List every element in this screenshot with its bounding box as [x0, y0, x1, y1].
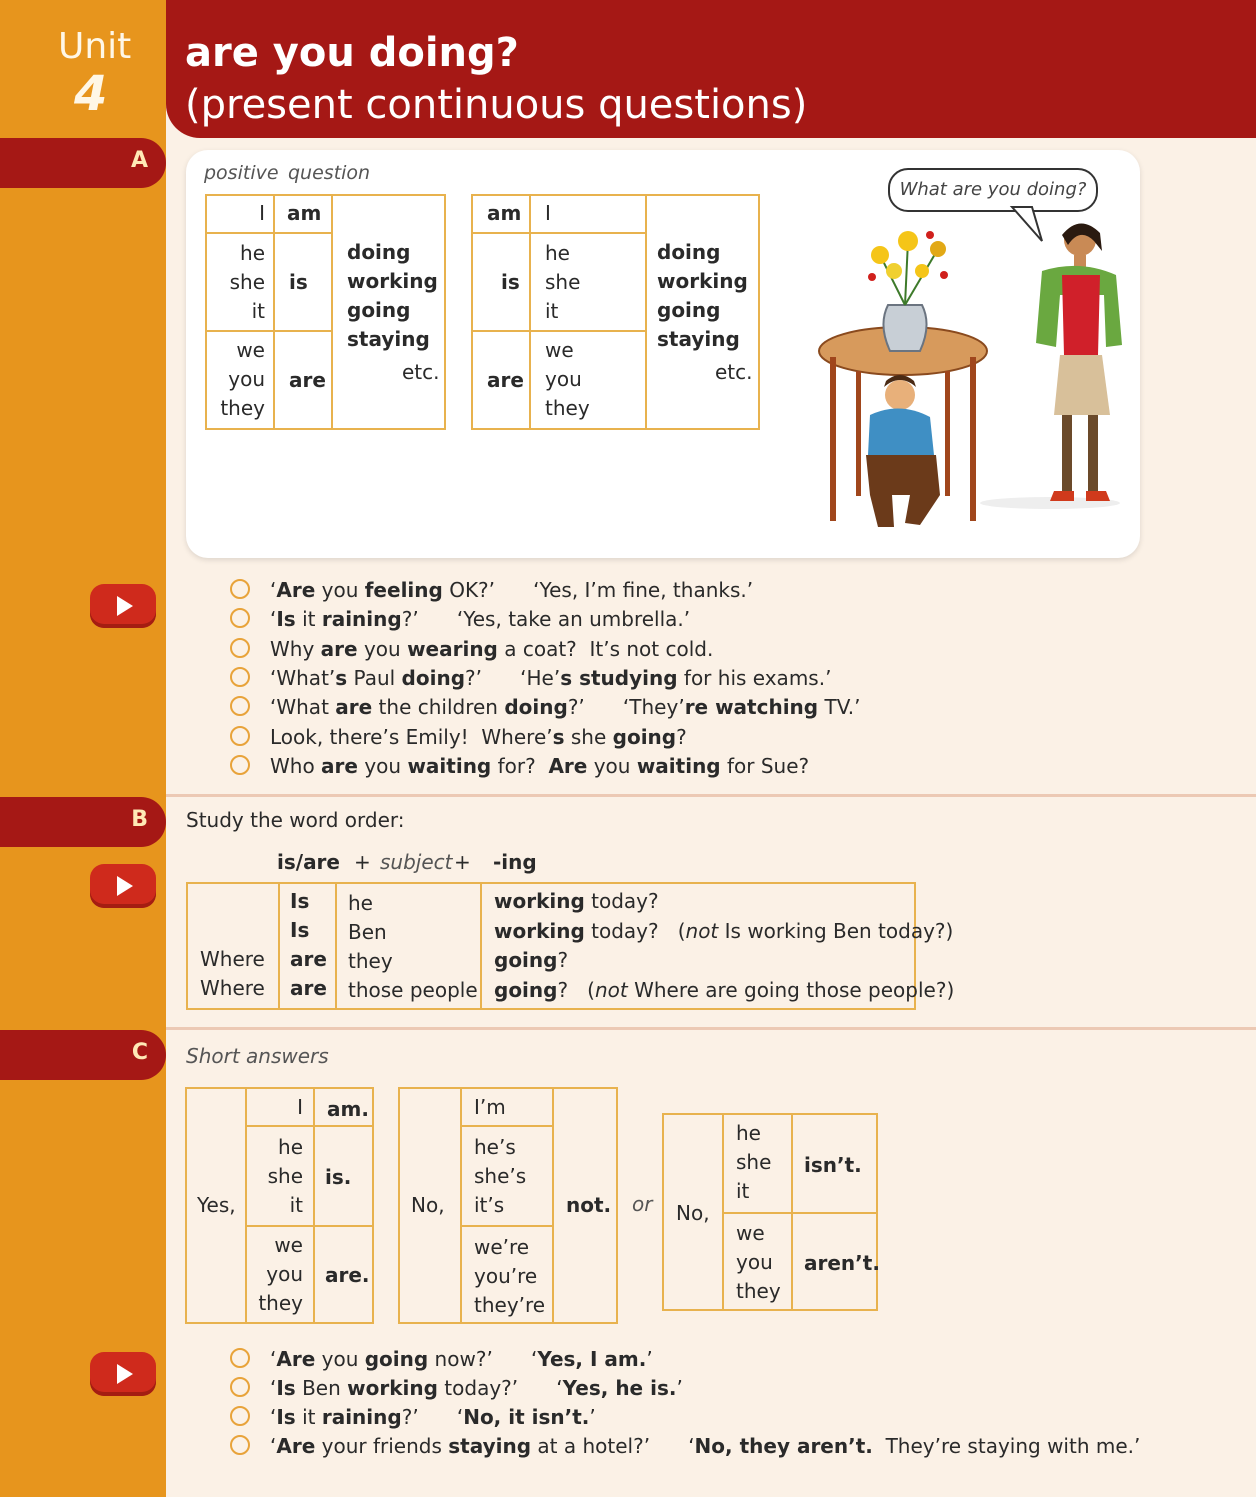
illustration — [810, 205, 1130, 550]
example-sentence — [230, 725, 687, 749]
divider — [166, 794, 1256, 797]
positive-table — [205, 194, 446, 430]
text-fragment: working — [494, 889, 585, 913]
verb-cell: are. — [325, 1263, 370, 1287]
text-fragment: ’ — [646, 1347, 653, 1371]
text-fragment: Are — [276, 1434, 316, 1458]
vase-icon — [883, 305, 926, 351]
text-fragment: No, it isn’t. — [463, 1405, 590, 1429]
checkbox[interactable] — [230, 638, 250, 658]
divider — [166, 1027, 1256, 1030]
text-fragment: ‘What — [270, 695, 336, 720]
text-fragment: going — [494, 977, 558, 1002]
ing-cell — [494, 887, 659, 916]
header-plus: + — [354, 850, 371, 874]
section-a-tab — [0, 138, 166, 188]
checkbox[interactable] — [230, 1348, 250, 1368]
text-fragment: ?’ ‘ — [401, 1405, 464, 1429]
ing-forms: doing working going staying — [347, 240, 438, 351]
text-fragment: ? — [557, 948, 569, 972]
example-sentence — [230, 1434, 1140, 1458]
no-alt-table — [662, 1113, 878, 1311]
text-fragment: raining — [321, 1405, 402, 1429]
text-fragment: the children — [372, 695, 505, 720]
short-answers-title: Short answers — [186, 1044, 329, 1068]
subject-cell: he she it — [229, 241, 265, 323]
text-fragment: Paul — [347, 665, 402, 690]
text-fragment: doing — [401, 665, 466, 690]
text-fragment: Look, there’s Emily! Where’ — [270, 724, 553, 749]
text-fragment: s — [335, 665, 348, 690]
text-fragment: you — [315, 578, 365, 602]
text-fragment: Is — [276, 607, 296, 632]
sidebar — [0, 0, 166, 1497]
ing-cell — [494, 917, 953, 946]
text-fragment: today?’ ‘ — [437, 1376, 563, 1400]
word-order-table — [186, 882, 955, 1010]
play-audio-button[interactable] — [90, 1352, 156, 1396]
not-cell: not. — [566, 1193, 612, 1217]
text-fragment: ?’ ‘He’ — [465, 665, 561, 690]
checkbox[interactable] — [230, 726, 250, 746]
text-fragment: ‘ — [270, 607, 277, 632]
checkbox[interactable] — [230, 1377, 250, 1397]
verb-column: Is Is are are — [290, 889, 327, 1000]
text-fragment: not — [685, 918, 719, 943]
text-fragment: OK?’ ‘Yes, I’m fine, thanks.’ — [442, 578, 754, 602]
text-fragment: doing — [504, 695, 568, 720]
text-fragment: for his exams.’ — [677, 665, 832, 690]
example-sentence — [230, 1405, 596, 1429]
subject-cell: he she it — [736, 1121, 772, 1203]
text-fragment: are — [335, 695, 373, 720]
text-fragment: you — [357, 753, 408, 778]
text-fragment: you — [587, 753, 637, 778]
subject-cell: I — [259, 201, 265, 225]
ing-cell — [494, 946, 568, 975]
yes-table — [185, 1087, 374, 1324]
text-fragment: for Sue? — [720, 753, 810, 778]
section-c-letter: C — [131, 1040, 148, 1065]
text-fragment: waiting — [636, 753, 721, 778]
checkbox[interactable] — [230, 1435, 250, 1455]
text-fragment: wearing — [407, 636, 498, 661]
subject-cell: he she it — [267, 1135, 303, 1217]
man-icon — [866, 375, 940, 527]
bubble-tail-icon — [1012, 207, 1042, 241]
etc-label: etc. — [715, 360, 753, 384]
text-fragment: Who — [270, 753, 322, 778]
text-fragment: ’ — [676, 1376, 683, 1400]
text-fragment: ?’ ‘They’ — [567, 695, 685, 720]
ing-forms: doing working going staying — [657, 240, 748, 351]
text-fragment: working — [494, 918, 585, 943]
contraction-cell: he’s she’s it’s — [474, 1135, 527, 1217]
text-fragment: They’re staying with me.’ — [872, 1434, 1141, 1458]
verb-cell: is — [289, 270, 308, 294]
verb-cell: isn’t. — [804, 1153, 862, 1177]
text-fragment: today? — [584, 889, 659, 913]
etc-label: etc. — [402, 360, 440, 384]
text-fragment: it — [295, 607, 322, 632]
text-fragment: Yes, he is. — [562, 1376, 677, 1400]
checkbox[interactable] — [230, 696, 250, 716]
text-fragment: going — [364, 1347, 429, 1371]
wh-column: Where Where — [200, 947, 265, 1000]
text-fragment: waiting — [407, 753, 492, 778]
word-order-intro: Study the word order: — [186, 808, 405, 832]
text-fragment: for? — [491, 753, 549, 778]
header-ing: -ing — [493, 850, 537, 874]
section-b-tab — [0, 797, 166, 847]
text-fragment: are — [320, 636, 358, 661]
no-label: No, — [411, 1193, 445, 1217]
text-fragment: at a hotel?’ ‘ — [531, 1434, 695, 1458]
label-positive: positive — [204, 162, 279, 184]
no-label: No, — [676, 1201, 710, 1225]
subject-cell: we you they — [736, 1221, 781, 1303]
checkbox[interactable] — [230, 1406, 250, 1426]
text-fragment: ? ( — [557, 977, 595, 1002]
ing-cell — [494, 976, 954, 1005]
text-fragment: your friends — [315, 1434, 449, 1458]
text-fragment: Why — [270, 636, 321, 661]
text-fragment: ‘ — [270, 1405, 277, 1429]
text-fragment: ? — [676, 724, 687, 749]
page-subtitle: (present continuous questions) — [185, 82, 808, 128]
section-b-letter: B — [131, 807, 148, 832]
speech-bubble: What are you doing? — [888, 168, 1098, 212]
text-fragment: Where are going those people?) — [627, 977, 955, 1002]
text-fragment: ?’ ‘Yes, take an umbrella.’ — [401, 607, 691, 632]
verb-cell: is. — [325, 1165, 352, 1189]
text-fragment: Are — [276, 1347, 316, 1371]
example-sentence — [230, 754, 809, 778]
subject-cell: we you they — [545, 338, 590, 420]
yes-label: Yes, — [197, 1193, 236, 1217]
contraction-cell: I’m — [474, 1095, 506, 1119]
verb-cell: are — [487, 368, 524, 392]
text-fragment: Yes, I am. — [537, 1347, 647, 1371]
subject-cell: we you they — [220, 338, 265, 420]
text-fragment: Are — [276, 578, 316, 602]
checkbox[interactable] — [230, 667, 250, 687]
unit-label: Unit — [58, 26, 132, 67]
text-fragment: she — [564, 724, 613, 749]
checkbox[interactable] — [230, 579, 250, 599]
text-fragment: today? ( — [584, 918, 686, 943]
text-fragment: ‘ — [270, 1376, 277, 1400]
no-table — [398, 1087, 618, 1324]
text-fragment: ‘ — [270, 1434, 277, 1458]
question-table — [471, 194, 760, 430]
text-fragment: raining — [321, 607, 402, 632]
text-fragment: Are — [548, 753, 588, 778]
header-verb: is/are — [277, 850, 340, 874]
checkbox[interactable] — [230, 755, 250, 775]
section-a-letter: A — [130, 148, 148, 173]
woman-icon — [1036, 223, 1122, 501]
text-fragment: it — [295, 1405, 322, 1429]
text-fragment: ’ — [589, 1405, 596, 1429]
text-fragment: Ben — [295, 1376, 348, 1400]
text-fragment: Is — [276, 1376, 296, 1400]
verb-cell: am. — [327, 1097, 369, 1121]
text-fragment: not — [594, 977, 628, 1002]
example-sentence — [230, 637, 713, 661]
text-fragment: No, they aren’t. — [694, 1434, 873, 1458]
example-sentence — [230, 607, 690, 631]
text-fragment: re watching — [684, 695, 819, 720]
text-fragment: TV.’ — [818, 695, 861, 720]
text-fragment: s studying — [560, 665, 678, 690]
label-question: question — [288, 162, 371, 184]
subject-cell: I — [545, 201, 551, 225]
text-fragment: you — [315, 1347, 365, 1371]
text-fragment: Is working Ben today?) — [718, 918, 954, 943]
example-sentence — [230, 578, 753, 602]
verb-cell: aren’t. — [804, 1251, 880, 1275]
text-fragment: going — [612, 724, 677, 749]
page-title: are you doing? — [185, 30, 519, 76]
section-c-tab — [0, 1030, 166, 1080]
text-fragment: Is — [276, 1405, 296, 1429]
play-audio-button[interactable] — [90, 864, 156, 908]
text-fragment: working — [347, 1376, 438, 1400]
header-plus: + — [454, 850, 471, 874]
subject-cell: I — [297, 1095, 303, 1119]
text-fragment: staying — [448, 1434, 532, 1458]
text-fragment: s — [552, 724, 565, 749]
subject-cell: we you they — [258, 1233, 303, 1315]
text-fragment: ‘ — [270, 578, 277, 602]
text-fragment: now?’ ‘ — [428, 1347, 538, 1371]
subject-column: he Ben they those people — [348, 891, 478, 1002]
play-audio-button[interactable] — [90, 584, 156, 628]
example-sentence — [230, 695, 861, 719]
verb-cell: are — [289, 368, 326, 392]
text-fragment: a coat? It’s not cold. — [497, 636, 714, 661]
text-fragment: ‘ — [270, 1347, 277, 1371]
verb-cell: am — [487, 201, 522, 225]
verb-cell: am — [287, 201, 322, 225]
example-sentence — [230, 1376, 683, 1400]
text-fragment: are — [321, 753, 358, 778]
subject-cell: he she it — [545, 241, 581, 323]
unit-number: 4 — [74, 66, 108, 122]
example-sentence — [230, 1347, 653, 1371]
text-fragment: ‘What’ — [270, 665, 336, 690]
or-label: or — [632, 1192, 653, 1216]
contraction-cell: we’re you’re they’re — [474, 1235, 546, 1317]
flowers-icon — [868, 231, 948, 305]
text-fragment: feeling — [364, 578, 443, 602]
header-subject: subject — [380, 850, 453, 874]
example-sentence — [230, 666, 831, 690]
text-fragment: you — [357, 636, 408, 661]
text-fragment: going — [494, 948, 558, 972]
verb-cell: is — [501, 270, 520, 294]
checkbox[interactable] — [230, 608, 250, 628]
